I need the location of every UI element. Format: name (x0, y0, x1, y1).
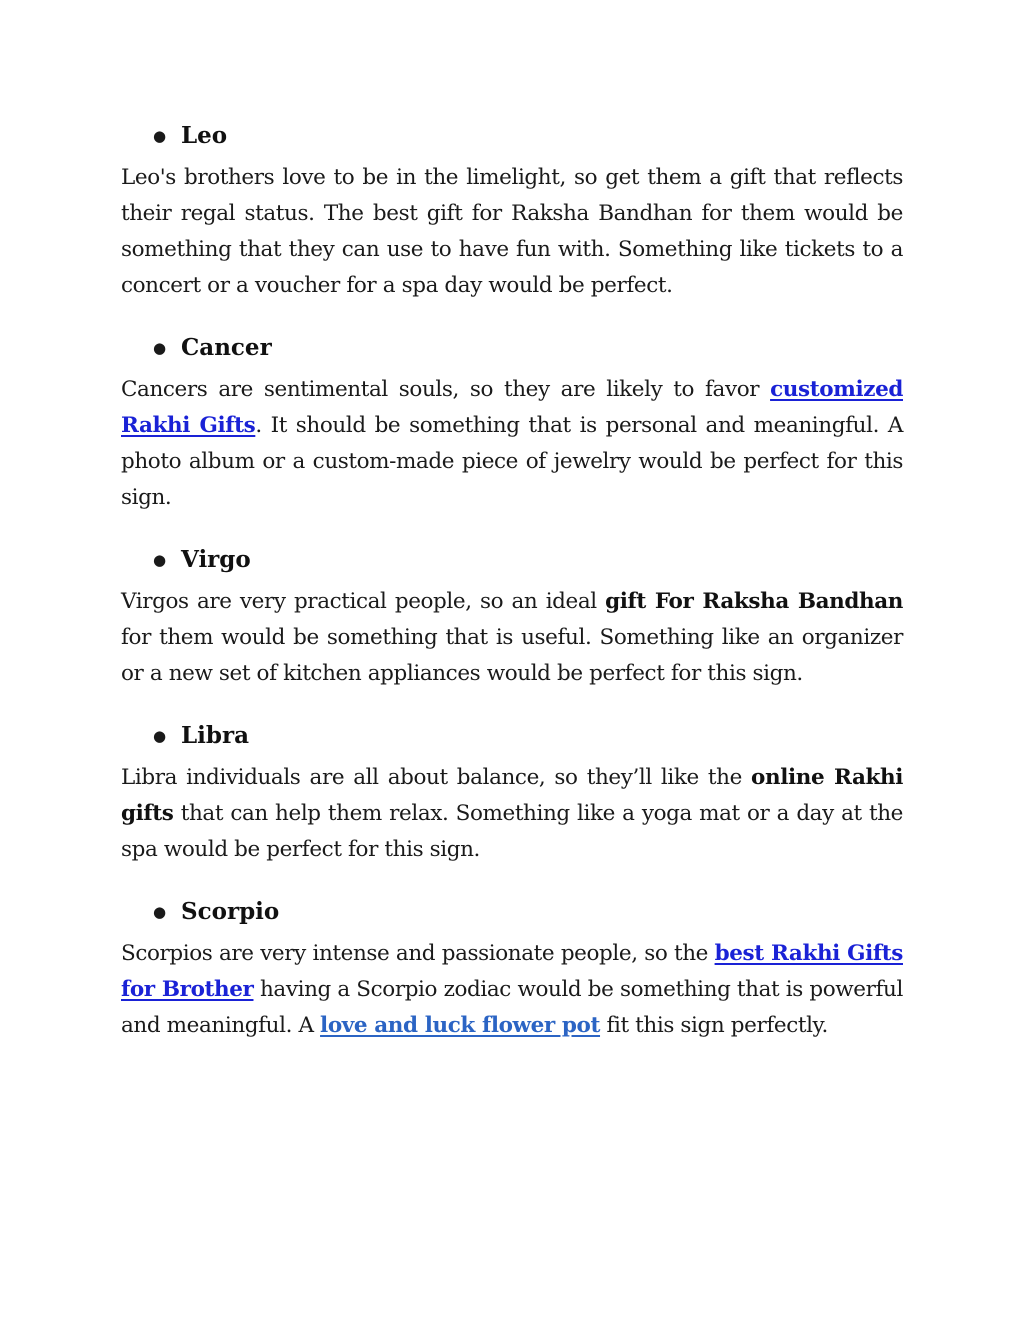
section-virgo (121, 542, 903, 692)
bullet-icon: ● (153, 551, 167, 569)
section-heading-scorpio: Scorpio (181, 898, 280, 925)
section-libra (121, 718, 903, 868)
section-heading-virgo: Virgo (181, 546, 251, 573)
paragraph-text: Libra individuals are all about balance, so they’ll like the (121, 765, 752, 790)
paragraph-cancer (121, 372, 903, 516)
paragraph-libra (121, 760, 903, 868)
paragraph-scorpio (121, 936, 903, 1044)
bold-phrase: gift For Raksha Bandhan (605, 589, 903, 614)
paragraph-text: Scorpios are very intense and passionate people, so the (121, 941, 715, 966)
paragraph-virgo (121, 584, 903, 692)
paragraph-text: Virgos are very practical people, so an ideal (121, 589, 606, 614)
paragraph-text: for them would be something that is useful. Something like an organizer or a new set of kitchen appliances would be perfect for this sign. (121, 625, 903, 686)
best-rakhi-gifts-for-brother-link[interactable]: best Rakhi Gifts for Brother (121, 941, 903, 1002)
heading-row-libra (121, 718, 903, 754)
paragraph-text: having a Scorpio zodiac would be something that is powerful and meaningful. A (121, 977, 903, 1038)
bullet-icon: ● (153, 727, 167, 745)
bullet-icon: ● (153, 903, 167, 921)
section-scorpio (121, 894, 903, 1044)
paragraph-leo (121, 160, 903, 304)
heading-row-leo (121, 118, 903, 154)
section-heading-libra: Libra (181, 722, 250, 749)
paragraph-text: that can help them relax. Something like a yoga mat or a day at the spa would be perfect for this sign. (121, 801, 903, 862)
section-cancer (121, 330, 903, 516)
paragraph-text: . It should be something that is personal and meaningful. A photo album or a custom-made piece of jewelry would be perfect for this sign. (121, 413, 903, 510)
bold-phrase: online Rakhi gifts (121, 765, 903, 826)
customized-rakhi-gifts-link[interactable]: customized Rakhi Gifts (121, 377, 903, 438)
section-heading-cancer: Cancer (181, 334, 272, 361)
bullet-icon: ● (153, 339, 167, 357)
heading-row-scorpio (121, 894, 903, 930)
love-and-luck-flower-pot-link[interactable]: love and luck flower pot (320, 1013, 601, 1038)
heading-row-cancer (121, 330, 903, 366)
document-page (121, 118, 903, 1044)
bullet-icon: ● (153, 127, 167, 145)
paragraph-text: Leo's brothers love to be in the limelight, so get them a gift that reflects their regal status. The best gift for Raksha Bandhan for them would be something that they can use to have fun with. Something like tickets to a concert or a voucher for a spa day would be perfect. (121, 165, 903, 298)
section-leo (121, 118, 903, 304)
heading-row-virgo (121, 542, 903, 578)
section-heading-leo: Leo (181, 122, 228, 149)
paragraph-text: fit this sign perfectly. (600, 1013, 828, 1038)
paragraph-text: Cancers are sentimental souls, so they are likely to favor (121, 377, 771, 402)
